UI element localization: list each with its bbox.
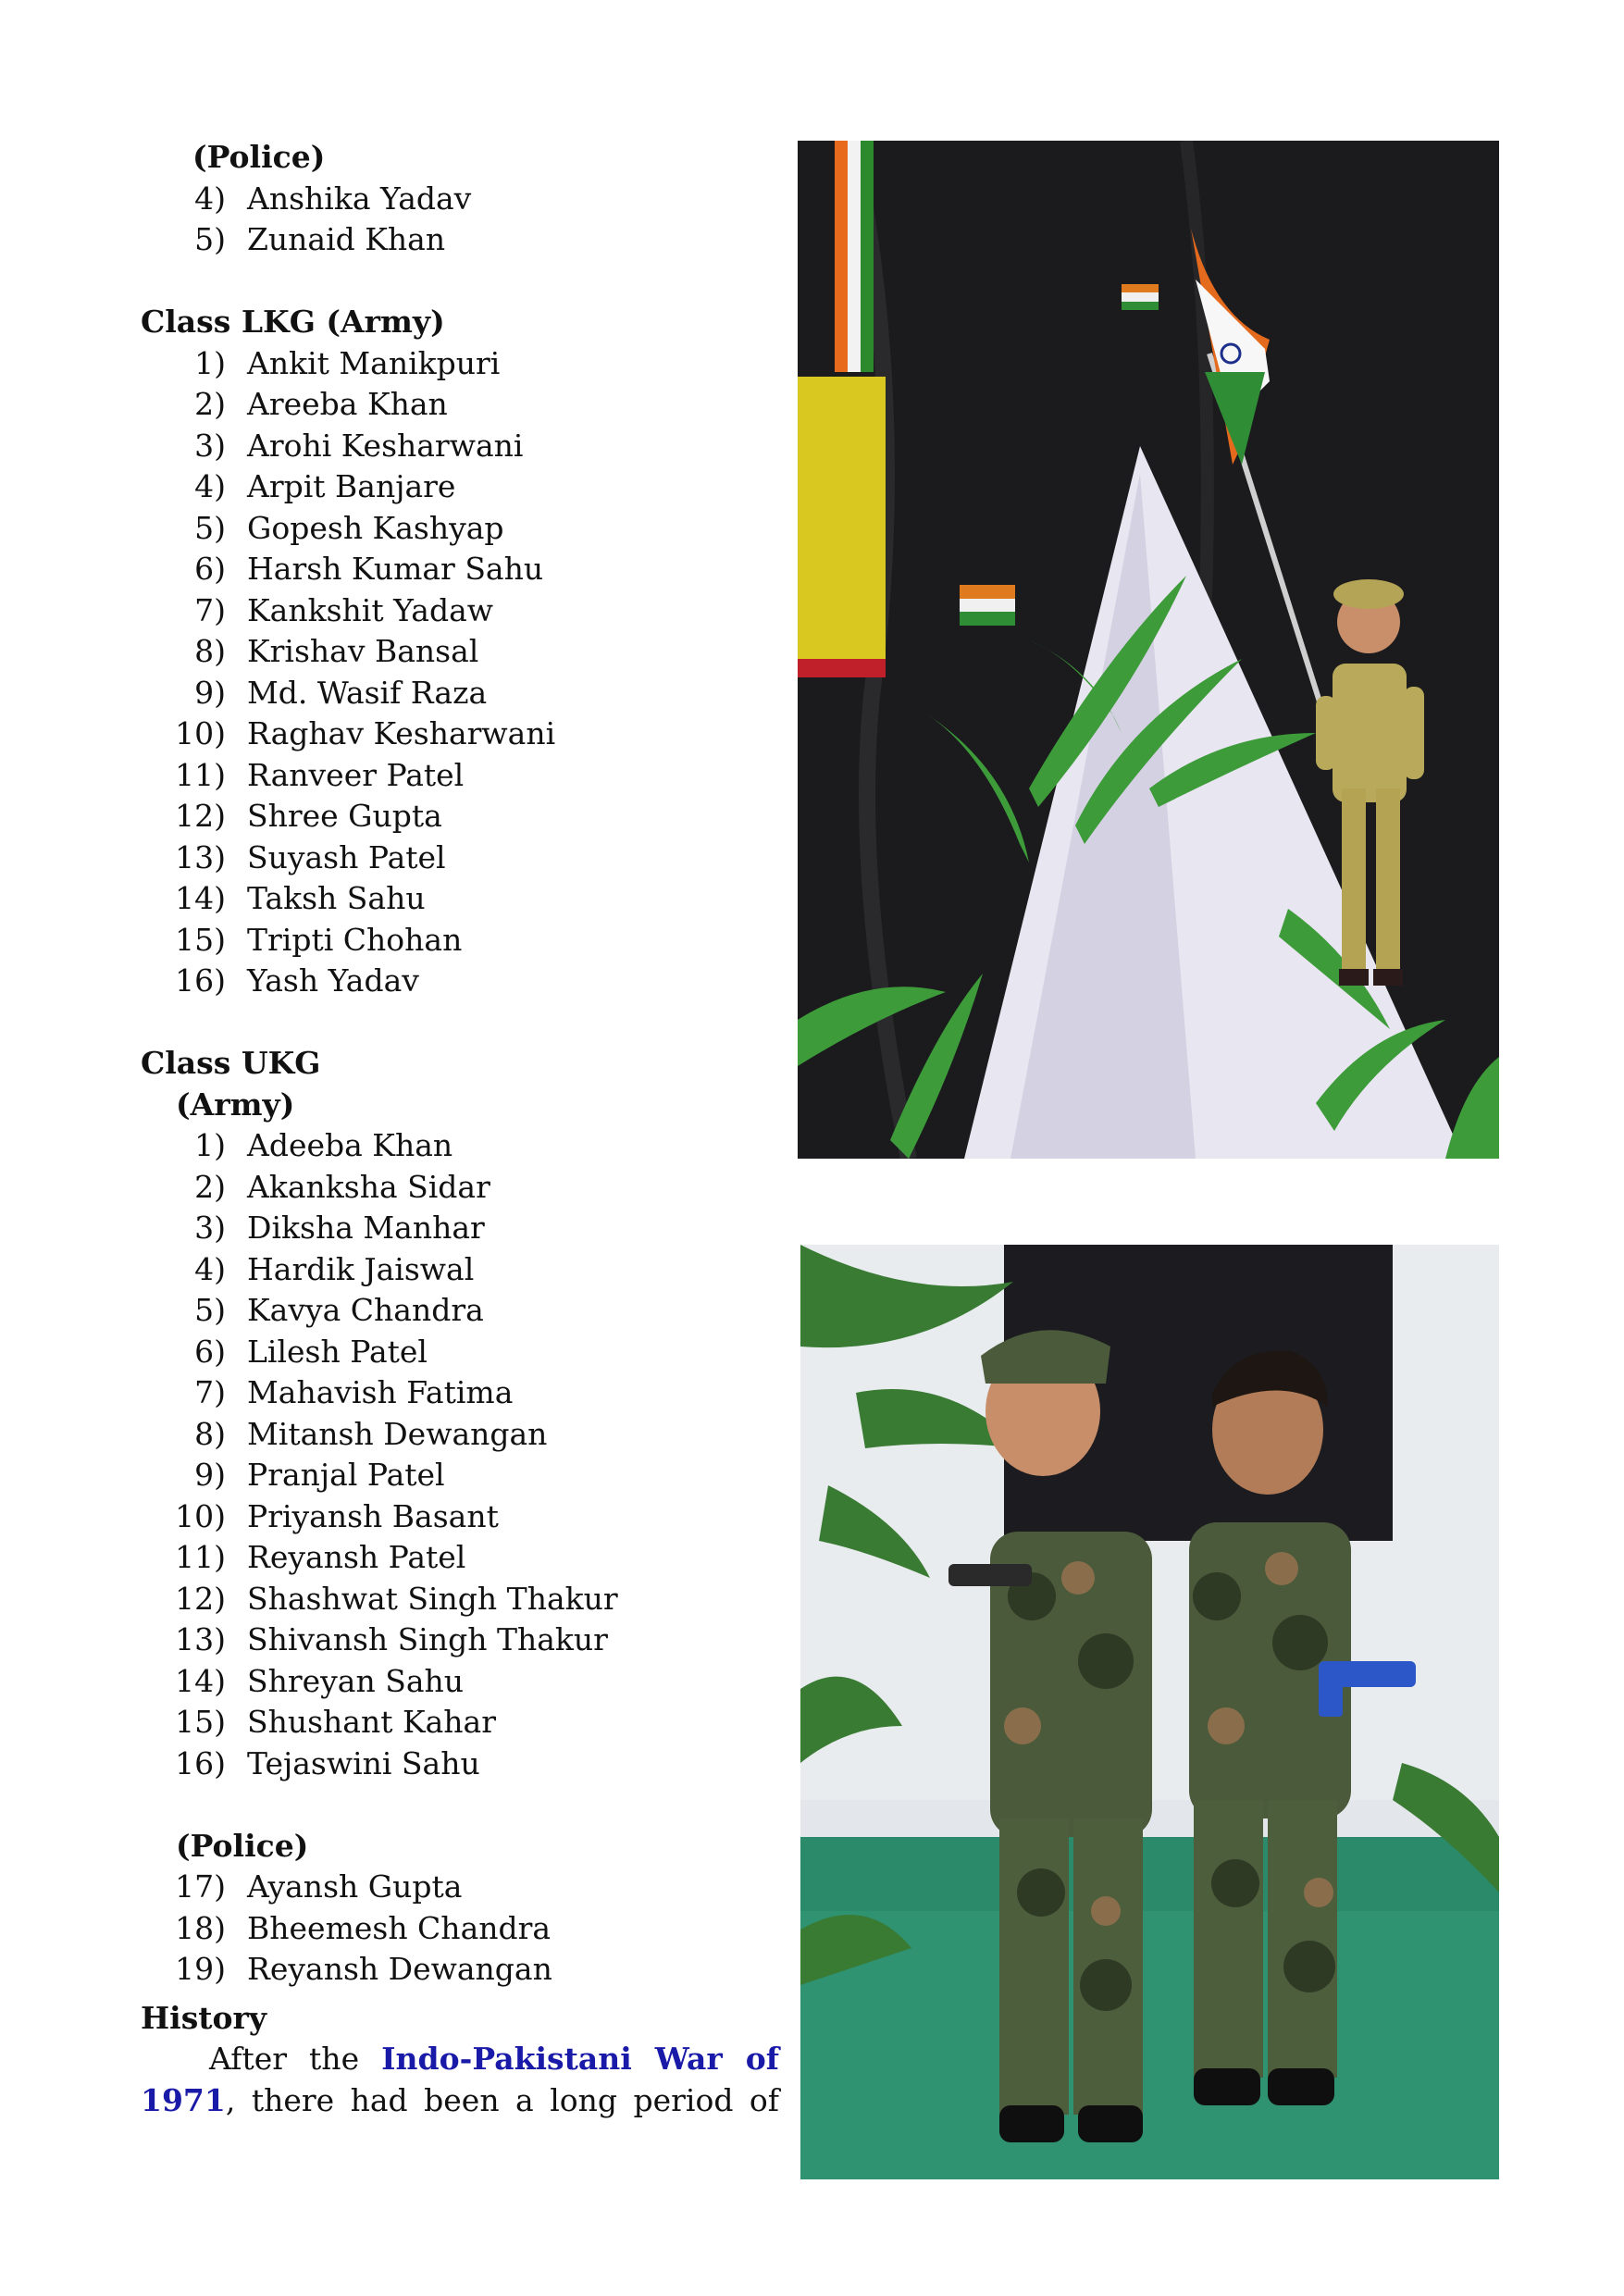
list-item: [141, 1949, 779, 1991]
list-item-name: Taksh Sahu: [247, 880, 426, 916]
list-item: [141, 179, 779, 220]
list-item: [141, 796, 779, 838]
list-item-number: 4): [194, 180, 226, 217]
indo-pak-war-link[interactable]: Indo-Pakistani War of: [381, 2041, 779, 2077]
list-item-name: Pranjal Patel: [247, 1457, 445, 1493]
list-item-name: Shreyan Sahu: [247, 1662, 465, 1699]
list-item: [141, 219, 779, 261]
list-item-name: Ranveer Patel: [247, 756, 465, 793]
list-item: [141, 1702, 779, 1744]
history-heading: History: [141, 1999, 267, 2036]
photo-army-children-image: [800, 1245, 1499, 2179]
list-item-name: Yash Yadav: [247, 962, 419, 999]
list-item-number: 13): [175, 1621, 226, 1657]
list-item-number: 14): [175, 880, 226, 916]
list-item-number: 12): [175, 1580, 226, 1617]
list-item-number: 6): [194, 1333, 226, 1370]
list-item-number: 16): [175, 1744, 226, 1781]
list-item-name: Gopesh Kashyap: [247, 509, 504, 546]
list-item-number: 17): [175, 1868, 226, 1905]
list-item: [141, 1867, 779, 1908]
list-item: [141, 1455, 779, 1496]
list-item-number: 18): [175, 1909, 226, 1946]
list-item-name: Diksha Manhar: [247, 1210, 485, 1246]
list-item-name: Krishav Bansal: [247, 633, 479, 669]
list-item: [141, 343, 779, 385]
list-item-number: 19): [175, 1951, 226, 1987]
list-item-name: Zunaid Khan: [247, 221, 446, 257]
list-item-number: 5): [194, 221, 226, 257]
list-item: [141, 1537, 779, 1579]
class-ukg-army-list: [141, 1125, 779, 1784]
photo-army-children: [800, 1245, 1499, 2179]
list-item-number: 2): [194, 1168, 226, 1205]
list-item-name: Lilesh Patel: [247, 1333, 428, 1370]
list-item: [141, 1496, 779, 1538]
list-item-number: 16): [175, 962, 226, 999]
list-item: [141, 1414, 779, 1456]
list-item: [141, 961, 779, 1002]
list-item: [141, 1290, 779, 1332]
list-item-name: Priyansh Basant: [247, 1497, 499, 1534]
list-item-number: 8): [194, 1415, 226, 1452]
history-paragraph: [141, 2039, 779, 2121]
list-item-name: Suyash Patel: [247, 838, 446, 875]
list-item-name: Tejaswini Sahu: [247, 1744, 480, 1781]
list-item: [141, 1661, 779, 1703]
list-item-number: 15): [175, 1704, 226, 1740]
list-item-number: 7): [194, 1374, 226, 1410]
list-item: [141, 755, 779, 797]
list-item: [141, 1249, 779, 1291]
history-text-after: , there had been a long period of: [225, 2081, 779, 2118]
list-item: [141, 1908, 779, 1950]
list-item-number: 14): [175, 1662, 226, 1699]
list-item-number: 2): [194, 386, 226, 422]
list-item-name: Tripti Chohan: [247, 921, 463, 958]
list-item-name: Arohi Kesharwani: [247, 427, 524, 464]
list-item-number: 10): [175, 715, 226, 751]
list-item: [141, 714, 779, 755]
list-item-name: Mitansh Dewangan: [247, 1415, 548, 1452]
list-item-number: 5): [194, 1292, 226, 1328]
list-item-name: Shushant Kahar: [247, 1704, 497, 1740]
police-continued-list: [141, 179, 779, 261]
student-list-column: [141, 137, 779, 2121]
list-item: [141, 466, 779, 508]
list-item-name: Arpit Banjare: [247, 468, 456, 504]
list-item-name: Ayansh Gupta: [247, 1868, 463, 1905]
list-item-name: Kavya Chandra: [247, 1292, 484, 1328]
list-item-number: 12): [175, 798, 226, 834]
list-item-number: 13): [175, 838, 226, 875]
list-item: [141, 1620, 779, 1661]
list-item: [141, 878, 779, 920]
list-item: [141, 1744, 779, 1785]
list-item: [141, 384, 779, 426]
list-item-number: 4): [194, 468, 226, 504]
photo-police-child-flag-image: [798, 141, 1499, 1159]
list-item: [141, 1579, 779, 1620]
list-item-name: Shivansh Singh Thakur: [247, 1621, 608, 1657]
list-item-name: Reyansh Dewangan: [247, 1951, 552, 1987]
list-item-number: 11): [175, 1539, 226, 1575]
list-item-name: Akanksha Sidar: [247, 1168, 490, 1205]
list-item: [141, 920, 779, 962]
list-item-number: 4): [194, 1250, 226, 1287]
list-item: [141, 1208, 779, 1249]
list-item-number: 9): [194, 674, 226, 711]
list-item-number: 3): [194, 1210, 226, 1246]
list-item-name: Mahavish Fatima: [247, 1374, 514, 1410]
list-item: [141, 590, 779, 632]
class-ukg-police-list: [141, 1867, 779, 1991]
list-item-number: 5): [194, 509, 226, 546]
list-item-name: Hardik Jaiswal: [247, 1250, 475, 1287]
list-item-name: Shashwat Singh Thakur: [247, 1580, 618, 1617]
ukg-army-subheading: (Army): [176, 1086, 295, 1123]
list-item-number: 9): [194, 1457, 226, 1493]
list-item: [141, 673, 779, 714]
list-item: [141, 1125, 779, 1167]
list-item-name: Areeba Khan: [247, 386, 448, 422]
list-item-number: 1): [194, 1127, 226, 1163]
police-subheading: (Police): [192, 139, 326, 175]
history-text-before: After the: [209, 2041, 360, 2077]
list-item: [141, 1372, 779, 1414]
list-item: [141, 1167, 779, 1209]
list-item: [141, 838, 779, 879]
ukg-police-subheading: (Police): [176, 1827, 309, 1864]
list-item: [141, 549, 779, 590]
list-item-name: Reyansh Patel: [247, 1539, 466, 1575]
class-lkg-heading: Class LKG (Army): [141, 304, 445, 340]
list-item-name: Md. Wasif Raza: [247, 674, 488, 711]
list-item: [141, 508, 779, 550]
list-item-number: 6): [194, 551, 226, 587]
list-item-name: Harsh Kumar Sahu: [247, 551, 544, 587]
list-item-name: Shree Gupta: [247, 798, 442, 834]
photo-police-child-flag: [798, 141, 1499, 1159]
list-item-name: Anshika Yadav: [247, 180, 472, 217]
list-item-number: 1): [194, 344, 226, 381]
class-lkg-list: [141, 343, 779, 1002]
list-item-name: Kankshit Yadaw: [247, 591, 494, 628]
list-item-number: 15): [175, 921, 226, 958]
list-item-number: 10): [175, 1497, 226, 1534]
list-item-name: Bheemesh Chandra: [247, 1909, 552, 1946]
list-item-number: 7): [194, 591, 226, 628]
list-item-name: Raghav Kesharwani: [247, 715, 556, 751]
list-item: [141, 426, 779, 467]
list-item: [141, 631, 779, 673]
list-item: [141, 1332, 779, 1373]
year-1971-link[interactable]: 1971: [141, 2081, 226, 2118]
list-item-number: 3): [194, 427, 226, 464]
list-item-name: Adeeba Khan: [247, 1127, 453, 1163]
list-item-number: 11): [175, 756, 226, 793]
class-ukg-heading: Class UKG: [141, 1045, 321, 1081]
list-item-name: Ankit Manikpuri: [247, 344, 501, 381]
list-item-number: 8): [194, 633, 226, 669]
